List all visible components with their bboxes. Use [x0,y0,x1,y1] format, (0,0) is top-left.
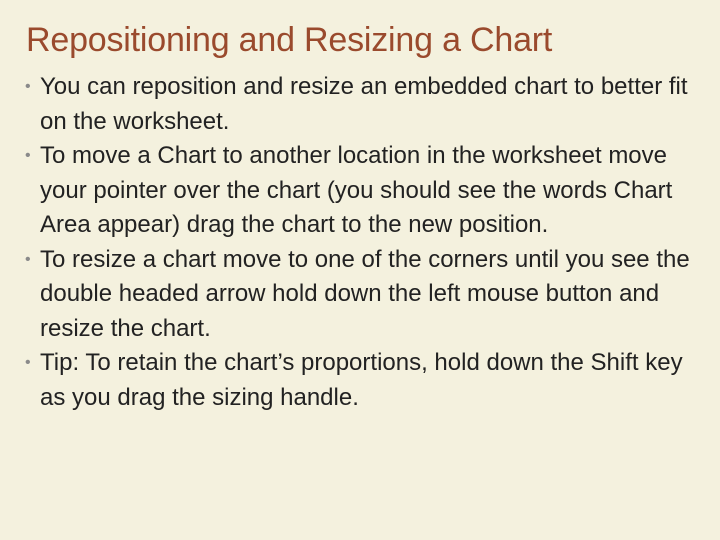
bullet-item [0,243,720,347]
slide-title: Repositioning and Resizing a Chart [26,21,553,59]
bullet-list [0,70,720,415]
bullet-marker-icon: • [25,354,31,371]
bullet-text: Tip: To retain the chart’s proportions, hold down the Shift key as you drag the sizing handle. [40,349,683,411]
bullet-text: You can reposition and resize an embedded chart to better fit on the worksheet. [40,73,688,135]
bullet-text: To resize a chart move to one of the corners until you see the double headed arrow hold down the left mouse button and resize the chart. [40,245,690,342]
bullet-text: To move a Chart to another location in the worksheet move your pointer over the chart (you should see the words Chart Area appear) drag the chart to the new position. [40,142,673,238]
bullet-item [0,70,720,139]
bullet-item [0,346,720,415]
bullet-marker-icon: • [25,250,31,268]
bullet-item [0,139,720,243]
bullet-marker-icon: • [25,147,31,164]
bullet-marker-icon: • [25,78,31,95]
